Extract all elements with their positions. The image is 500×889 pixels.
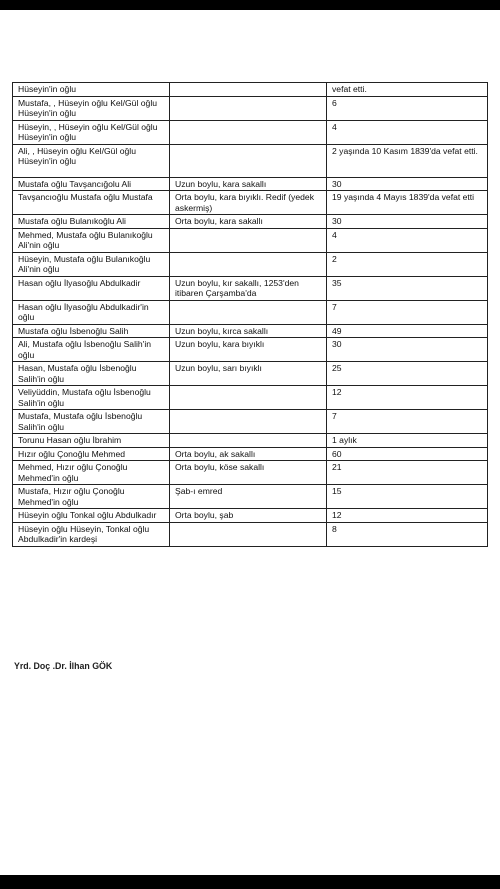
description-cell: Şab-ı emred [170,485,327,509]
table-row [13,252,488,276]
age-cell: 7 [327,410,488,434]
table-row [13,144,488,177]
name-cell: Mustafa oğlu İsbenoğlu Salih [13,324,170,338]
name-cell: Hüseyin, , Hüseyin oğlu Kel/Gül oğlu Hüseyin'in oğlu [13,120,170,144]
description-cell [170,410,327,434]
table-row [13,177,488,191]
name-cell: Mustafa, Mustafa oğlu İsbenoğlu Salih'in oğlu [13,410,170,434]
table-row [13,461,488,485]
name-cell: Mehmed, Hızır oğlu Çonoğlu Mehmed'in oğlu [13,461,170,485]
table-row [13,485,488,509]
name-cell: Hasan, Mustafa oğlu İsbenoğlu Salih'in oğlu [13,362,170,386]
description-cell: Orta boylu, kara bıyıklı. Redif (yedek askermiş) [170,191,327,215]
description-cell: Orta boylu, köse sakallı [170,461,327,485]
description-cell [170,96,327,120]
age-cell: 49 [327,324,488,338]
age-cell: 21 [327,461,488,485]
age-cell: 2 [327,252,488,276]
description-cell: Orta boylu, şab [170,509,327,523]
table-row [13,434,488,448]
age-cell: vefat etti. [327,83,488,97]
age-cell: 30 [327,338,488,362]
age-cell: 19 yaşında 4 Mayıs 1839'da vefat etti [327,191,488,215]
description-cell: Uzun boylu, kara sakallı [170,177,327,191]
table-row [13,324,488,338]
table-row [13,228,488,252]
description-cell: Uzun boylu, sarı bıyıklı [170,362,327,386]
table-row [13,410,488,434]
name-cell: Mehmed, Mustafa oğlu Bulanıkoğlu Ali'nin oğlu [13,228,170,252]
name-cell: Hüseyin'in oğlu [13,83,170,97]
age-cell: 15 [327,485,488,509]
age-cell: 4 [327,228,488,252]
age-cell: 12 [327,386,488,410]
name-cell: Veliyüddin, Mustafa oğlu İsbenoğlu Salih'in oğlu [13,386,170,410]
description-cell [170,434,327,448]
age-cell: 60 [327,447,488,461]
age-cell: 30 [327,215,488,229]
description-cell [170,228,327,252]
age-cell: 35 [327,276,488,300]
name-cell: Hüseyin, Mustafa oğlu Bulanıkoğlu Ali'nin oğlu [13,252,170,276]
description-cell [170,83,327,97]
age-cell: 2 yaşında 10 Kasım 1839'da vefat etti. [327,144,488,177]
name-cell: Mustafa, Hızır oğlu Çonoğlu Mehmed'in oğlu [13,485,170,509]
description-cell [170,144,327,177]
name-cell: Torunu Hasan oğlu İbrahim [13,434,170,448]
name-cell: Hüseyin oğlu Hüseyin, Tonkal oğlu Abdulkadir'in kardeşi [13,522,170,546]
bottom-black-bar [0,875,500,889]
description-cell [170,300,327,324]
name-cell: Hüseyin oğlu Tonkal oğlu Abdulkadır [13,509,170,523]
table-row [13,191,488,215]
description-cell [170,522,327,546]
age-cell: 6 [327,96,488,120]
age-cell: 1 aylık [327,434,488,448]
table-row [13,276,488,300]
name-cell: Ali, , Hüseyin oğlu Kel/Gül oğlu Hüseyin'in oğlu [13,144,170,177]
name-cell: Tavşancıoğlu Mustafa oğlu Mustafa [13,191,170,215]
age-cell: 12 [327,509,488,523]
table-row [13,215,488,229]
top-black-bar [0,0,500,10]
name-cell: Hasan oğlu İlyasoğlu Abdulkadir [13,276,170,300]
name-cell: Ali, Mustafa oğlu İsbenoğlu Salih'in oğlu [13,338,170,362]
table-row [13,447,488,461]
age-cell: 25 [327,362,488,386]
name-cell: Hızır oğlu Çonoğlu Mehmed [13,447,170,461]
table-row [13,362,488,386]
table-row [13,522,488,546]
description-cell: Orta boylu, kara sakallı [170,215,327,229]
table-row [13,300,488,324]
age-cell: 4 [327,120,488,144]
name-cell: Hasan oğlu İlyasoğlu Abdulkadir'in oğlu [13,300,170,324]
age-cell: 30 [327,177,488,191]
description-cell: Orta boylu, ak sakallı [170,447,327,461]
name-cell: Mustafa, , Hüseyin oğlu Kel/Gül oğlu Hüseyin'in oğlu [13,96,170,120]
census-table-body [13,83,488,547]
description-cell: Uzun boylu, kır sakallı, 1253'den itibaren Çarşamba'da [170,276,327,300]
name-cell: Mustafa oğlu Tavşancığolu Ali [13,177,170,191]
description-cell [170,252,327,276]
name-cell: Mustafa oğlu Bulanıkoğlu Ali [13,215,170,229]
description-cell [170,386,327,410]
table-row [13,509,488,523]
table-row [13,120,488,144]
table-row [13,386,488,410]
description-cell [170,120,327,144]
description-cell: Uzun boylu, kırca sakallı [170,324,327,338]
table-row [13,96,488,120]
age-cell: 7 [327,300,488,324]
table-row [13,83,488,97]
table-row [13,338,488,362]
description-cell: Uzun boylu, kara bıyıklı [170,338,327,362]
census-table [12,82,488,547]
age-cell: 8 [327,522,488,546]
author-signature: Yrd. Doç .Dr. İlhan GÖK [14,661,113,671]
